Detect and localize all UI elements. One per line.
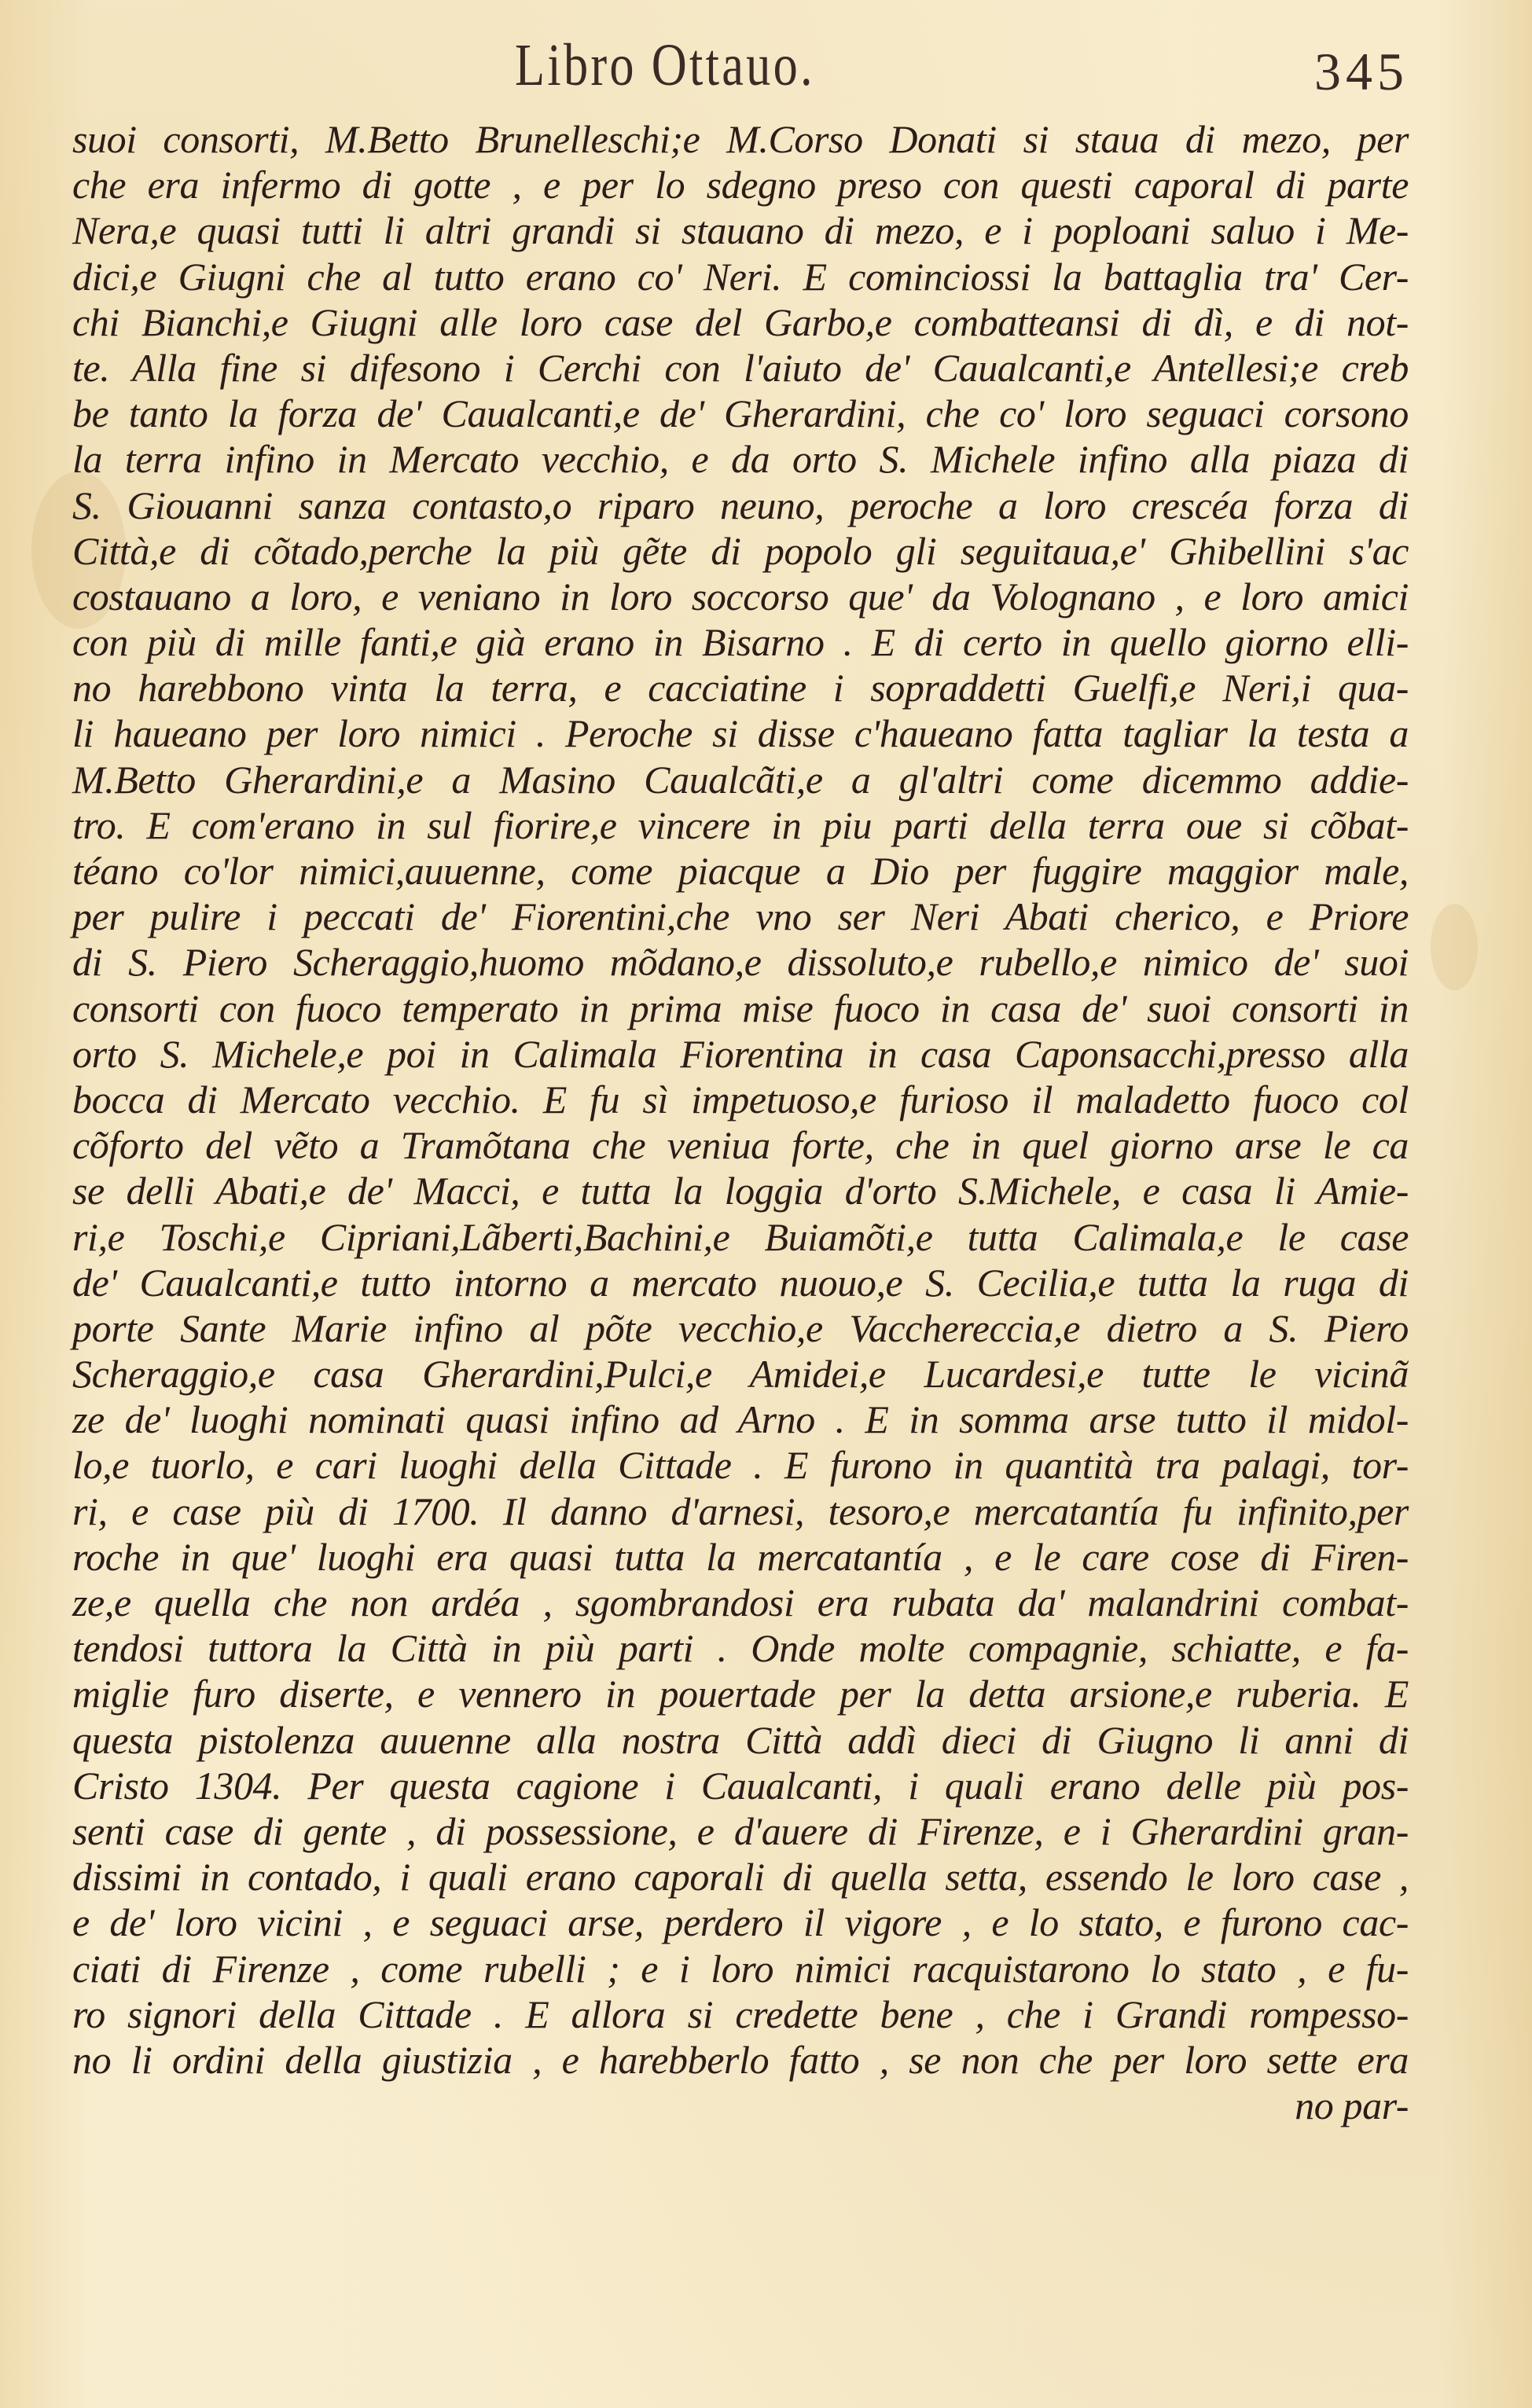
paper-stain bbox=[1431, 904, 1478, 990]
text-line: roche in que' luoghi era quasi tutta la mercatantía , e le care cose di Firen- bbox=[72, 1534, 1409, 1579]
text-line: ri,e Toschi,e Cipriani,Lãberti,Bachini,e Buiamõti,e tutta Calimala,e le case bbox=[72, 1214, 1409, 1259]
text-line: orto S. Michele,e poi in Calimala Fiorentina in casa Caponsacchi,presso alla bbox=[72, 1031, 1409, 1076]
running-head bbox=[0, 31, 1532, 102]
text-line: ciati di Firenze , come rubelli ; e i loro nimici racquistarono lo stato , e fu- bbox=[72, 1946, 1409, 1991]
text-line: di S. Piero Scheraggio,huomo mõdano,e dissoluto,e rubello,e nimico de' suoi bbox=[72, 940, 1409, 985]
text-line: suoi consorti, M.Betto Brunelleschi;e M.Corso Donati si staua di mezo, per bbox=[72, 117, 1409, 161]
text-line: de' Caualcanti,e tutto intorno a mercato nuouo,e S. Cecilia,e tutta la ruga di bbox=[72, 1260, 1409, 1305]
text-line: che era infermo di gotte , e per lo sdegno preso con questi caporal di parte bbox=[72, 163, 1409, 207]
running-title: Libro Ottauo. bbox=[515, 32, 815, 98]
text-line: te. Alla fine si difesono i Cerchi con l'aiuto de' Caualcanti,e Antellesi;e creb bbox=[72, 345, 1409, 390]
text-line: Scheraggio,e casa Gherardini,Pulci,e Amidei,e Lucardesi,e tutte le vicinã bbox=[72, 1352, 1409, 1397]
text-line: la terra infino in Mercato vecchio, e da orto S. Michele infino alla piaza di bbox=[72, 437, 1409, 482]
text-line: li haueano per loro nimici . Peroche si disse c'haueano fatta tagliar la testa a bbox=[72, 711, 1409, 756]
page-number: 345 bbox=[1314, 42, 1409, 101]
text-line: dissimi in contado, i quali erano caporali di quella setta, essendo le loro case , bbox=[72, 1855, 1409, 1900]
text-line: be tanto la forza de' Caualcanti,e de' Gherardini, che co' loro seguaci corsono bbox=[72, 391, 1409, 436]
text-line: tro. E com'erano in sul fiorire,e vincere in piu parti della terra oue si cõbat- bbox=[72, 802, 1409, 847]
text-line: chi Bianchi,e Giugni alle loro case del Garbo,e combatteansi di dì, e di not- bbox=[72, 299, 1409, 344]
text-line: no harebbono vinta la terra, e cacciatine i sopraddetti Guelfi,e Neri,i qua- bbox=[72, 666, 1409, 710]
text-line: ze de' luoghi nominati quasi infino ad Arno . E in somma arse tutto il midol- bbox=[72, 1397, 1409, 1442]
text-line: dici,e Giugni che al tutto erano co' Neri. E cominciossi la battaglia tra' Cer- bbox=[72, 254, 1409, 299]
text-line: Nera,e quasi tutti li altri grandi si stauano di mezo, e i poploani saluo i Me- bbox=[72, 208, 1409, 253]
text-line: senti case di gente , di possessione, e d'auere di Firenze, e i Gherardini gran- bbox=[72, 1808, 1409, 1853]
text-line: Cristo 1304. Per questa cagione i Caualcanti, i quali erano delle più pos- bbox=[72, 1763, 1409, 1808]
text-line: lo,e tuorlo, e cari luoghi della Cittade . E furono in quantità tra palagi, tor- bbox=[72, 1443, 1409, 1488]
text-line: con più di mille fanti,e già erano in Bisarno . E di certo in quello giorno elli- bbox=[72, 620, 1409, 665]
text-line: S. Giouanni sanza contasto,o riparo neuno, peroche a loro crescéa forza di bbox=[72, 483, 1409, 527]
text-line: se delli Abati,e de' Macci, e tutta la loggia d'orto S.Michele, e casa li Amie- bbox=[72, 1169, 1409, 1213]
text-line: M.Betto Gherardini,e a Masino Caualcãti,e a gl'altri come dicemmo addie- bbox=[72, 757, 1409, 802]
text-line: e de' loro vicini , e seguaci arse, perdero il vigore , e lo stato, e furono cac- bbox=[72, 1900, 1409, 1945]
text-line: per pulire i peccati de' Fiorentini,che vno ser Neri Abati cherico, e Priore bbox=[72, 894, 1409, 939]
text-line: ro signori della Cittade . E allora si credette bene , che i Grandi rompesso- bbox=[72, 1991, 1409, 2036]
text-line: no li ordini della giustizia , e harebberlo fatto , se non che per loro sette era bbox=[72, 2037, 1409, 2082]
body-text bbox=[72, 116, 1409, 2128]
text-line: miglie furo diserte, e vennero in pouertade per la detta arsione,e ruberia. E bbox=[72, 1672, 1409, 1716]
text-line: cõforto del vẽto a Tramõtana che veniua forte, che in quel giorno arse le ca bbox=[72, 1123, 1409, 1168]
text-line: téano co'lor nimici,auuenne, come piacque a Dio per fuggire maggior male, bbox=[72, 849, 1409, 893]
catchword: no par- bbox=[1295, 2083, 1409, 2128]
text-line: porte Sante Marie infino al põte vecchio,e Vacchereccia,e dietro a S. Piero bbox=[72, 1305, 1409, 1350]
text-line: tendosi tuttora la Città in più parti . Onde molte compagnie, schiatte, e fa- bbox=[72, 1626, 1409, 1671]
text-line: bocca di Mercato vecchio. E fu sì impetuoso,e furioso il maladetto fuoco col bbox=[72, 1077, 1409, 1121]
text-line: costauano a loro, e veniano in loro soccorso que' da Volognano , e loro amici bbox=[72, 574, 1409, 619]
text-line: consorti con fuoco temperato in prima mise fuoco in casa de' suoi consorti in bbox=[72, 986, 1409, 1030]
text-line: ze,e quella che non ardéa , sgombrandosi era rubata da' malandrini combat- bbox=[72, 1580, 1409, 1624]
text-line: ri, e case più di 1700. Il danno d'arnesi, tesoro,e mercatantía fu infinito,per bbox=[72, 1488, 1409, 1533]
text-line: questa pistolenza auuenne alla nostra Città addì dieci di Giugno li anni di bbox=[72, 1717, 1409, 1762]
text-line: Città,e di cõtado,perche la più gẽte di popolo gli seguitaua,e' Ghibellini s'ac bbox=[72, 528, 1409, 573]
